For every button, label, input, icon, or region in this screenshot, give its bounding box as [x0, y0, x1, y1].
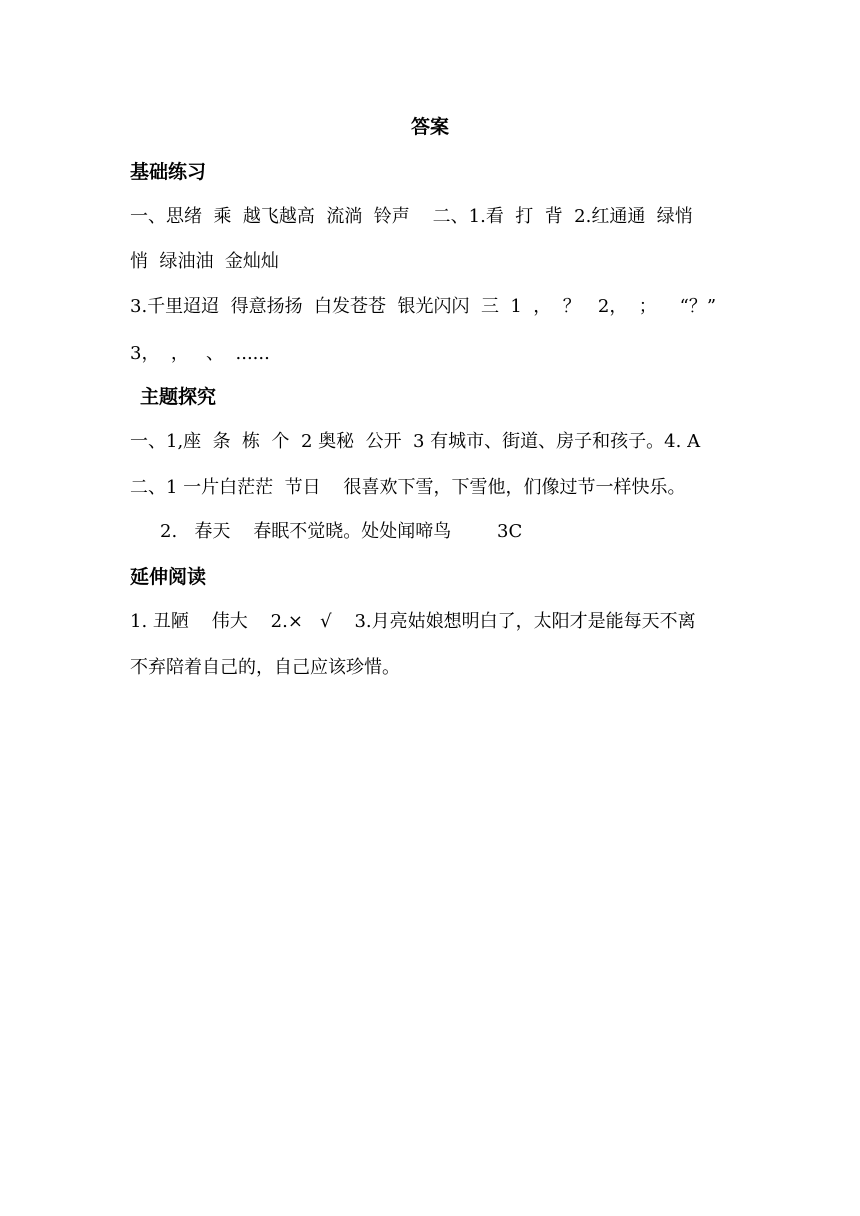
section-heading-extended-reading: 延伸阅读	[130, 566, 207, 588]
answer-line: 2. 春天 春眠不觉晓。处处闻啼鸟 3C	[160, 521, 523, 542]
section-heading-basic-practice: 基础练习	[130, 161, 207, 183]
answer-line: 不弃陪着自己的，自己应该珍惜。	[130, 657, 400, 678]
answer-line: 悄 绿油油 金灿灿	[130, 251, 279, 272]
answer-line: 二、1 一片白茫茫 节日 很喜欢下雪，下雪他，们像过节一样快乐。	[130, 477, 686, 498]
page-title: 答案	[410, 116, 449, 138]
answer-line: 一、1,座 条 栋 个 2 奥秘 公开 3 有城市、街道、房子和孩子。4. A	[130, 431, 701, 452]
section-heading-theme-inquiry: 主题探究	[140, 386, 217, 408]
answer-line: 3， ， 、 ......	[130, 343, 270, 364]
answer-line: 一、思绪 乘 越飞越高 流淌 铃声 二、1.看 打 背 2.红通通 绿悄	[130, 206, 693, 227]
answer-line: 1. 丑陋 伟大 2.× √ 3.月亮姑娘想明白了，太阳才是能每天不离	[130, 611, 696, 632]
answer-line: 3.千里迢迢 得意扬扬 白发苍苍 银光闪闪 三 1 ， ？ 2， ； “？”	[130, 296, 717, 317]
